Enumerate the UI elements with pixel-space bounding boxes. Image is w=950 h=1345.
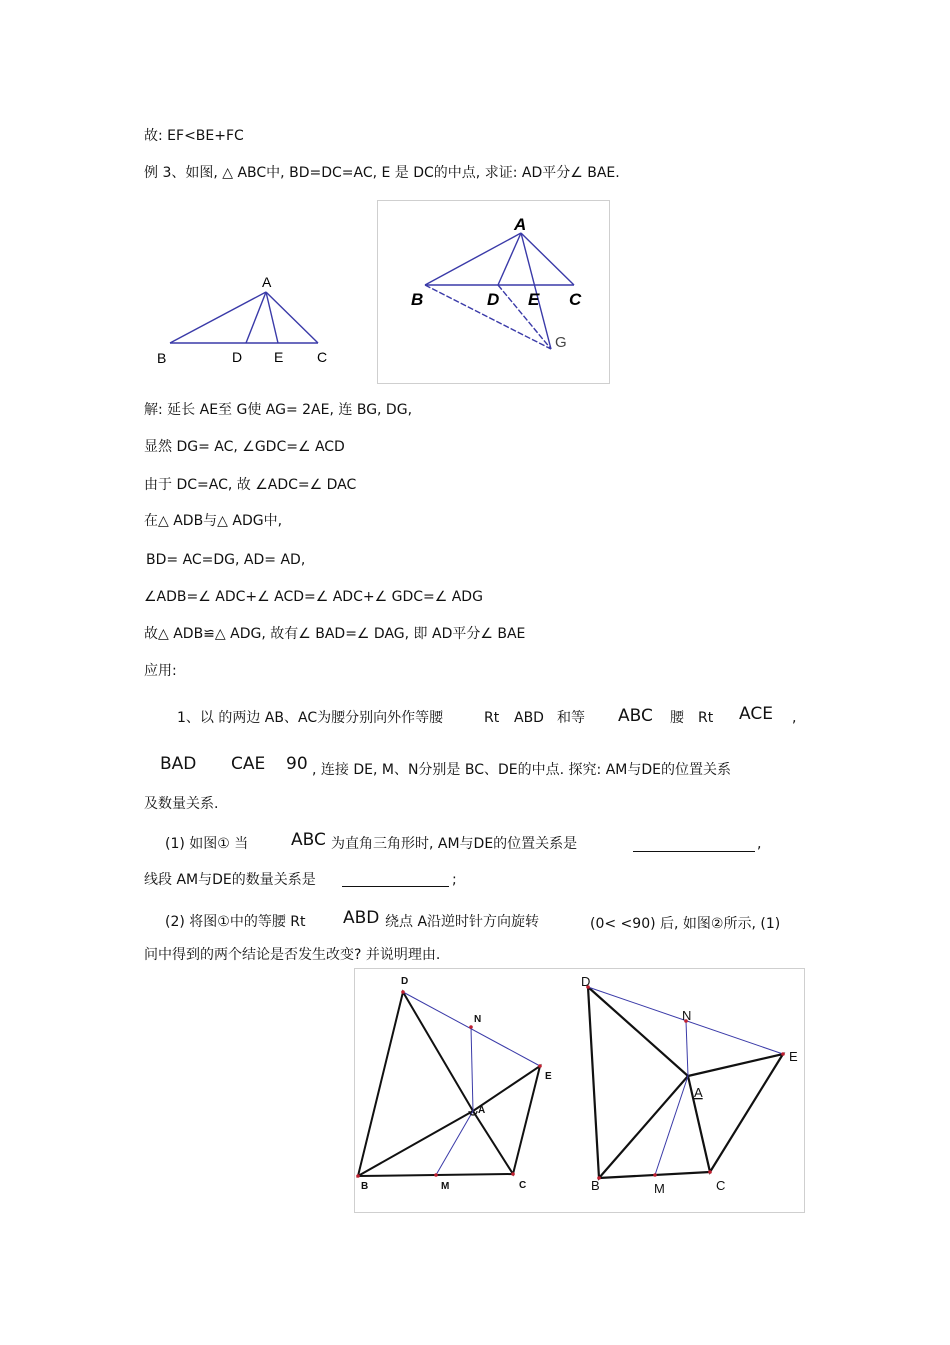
label-e: E xyxy=(528,290,540,309)
answer-blank-quantity[interactable] xyxy=(342,886,449,887)
problem1-text-a: 1、以 的两边 AB、AC为腰分别向外作等腰 xyxy=(177,710,444,726)
label-a: A xyxy=(514,215,527,234)
text-line-equal-angles: ∠ADB=∠ ADC+∠ ACD=∠ ADC+∠ GDC=∠ ADG xyxy=(144,589,483,605)
problem1-bad: BAD xyxy=(160,754,197,774)
label-a: A xyxy=(478,1105,486,1116)
problem1-yao: 腰 xyxy=(670,710,684,726)
figure-1 xyxy=(355,969,577,1210)
text-line-example3: 例 3、如图, △ ABC中, BD=DC=AC, E 是 DC的中点, 求证: AD平分∠ BAE. xyxy=(144,165,620,181)
text-line-1: 故: EF<BE+FC xyxy=(144,128,244,144)
figure-example xyxy=(378,201,609,383)
label-e: E xyxy=(274,349,284,365)
problem1-he: 和等 xyxy=(557,710,585,726)
figure-2 xyxy=(577,969,803,1210)
problem1-text-b: , 连接 DE, M、N分别是 BC、DE的中点. 探究: AM与DE的位置关系 xyxy=(312,762,731,778)
problem1-text-c: 及数量关系. xyxy=(144,796,219,812)
question1-comma: , xyxy=(757,836,762,852)
text-line-because: 由于 DC=AC, 故 ∠ADC=∠ DAC xyxy=(144,477,357,493)
problem1-comma: , xyxy=(792,710,797,726)
question2-text-c: (0< <90) 后, 如图②所示, (1) xyxy=(590,916,781,932)
answer-blank-position[interactable] xyxy=(633,851,755,852)
label-n: N xyxy=(474,1014,482,1025)
label-b: B xyxy=(411,290,424,309)
label-m: M xyxy=(441,1181,450,1192)
label-c: C xyxy=(716,1178,726,1193)
text-line-in-triangles: 在△ ADB与△ ADG中, xyxy=(144,513,283,529)
label-m: M xyxy=(654,1181,665,1196)
problem1-rt2: Rt xyxy=(698,710,714,726)
problem1-rt: Rt xyxy=(484,710,500,726)
problem1-ace: ACE xyxy=(739,704,773,724)
label-d: D xyxy=(487,290,500,309)
problem1-cae: CAE xyxy=(231,754,266,774)
question1-abc: ABC xyxy=(291,830,326,850)
question2-abd: ABD xyxy=(343,908,380,928)
figure-triangle-abc xyxy=(150,270,340,370)
label-d: D xyxy=(581,974,591,989)
question1-semicolon: ; xyxy=(452,872,457,888)
label-g: G xyxy=(555,334,567,351)
problem1-abd: ABD xyxy=(514,710,544,726)
label-b: B xyxy=(157,350,167,366)
problem1-90: 90 xyxy=(286,754,308,774)
text-line-obviously: 显然 DG= AC, ∠GDC=∠ ACD xyxy=(144,439,345,455)
question1-text-d: 线段 AM与DE的数量关系是 xyxy=(144,872,316,888)
text-line-application: 应用: xyxy=(144,663,177,679)
text-line-conclusion: 故△ ADB≌△ ADG, 故有∠ BAD=∠ DAG, 即 AD平分∠ BAE xyxy=(144,626,526,642)
figures-frame xyxy=(354,968,805,1213)
question1-text-b: 为直角三角形时, AM与DE的位置关系是 xyxy=(331,836,578,852)
text-line-equal-sides: BD= AC=DG, AD= AD, xyxy=(146,552,306,568)
question2-text-d: 问中得到的两个结论是否发生改变? 并说明理由. xyxy=(144,947,441,963)
figure-example-frame xyxy=(377,200,610,384)
label-d: D xyxy=(401,976,409,987)
problem1-abc: ABC xyxy=(618,706,653,726)
label-e: E xyxy=(545,1071,552,1082)
label-a: A xyxy=(262,274,272,290)
question2-text-b: 绕点 A沿逆时针方向旋转 xyxy=(385,914,540,930)
label-b: B xyxy=(361,1181,369,1192)
text-line-solution: 解: 延长 AE至 G使 AG= 2AE, 连 BG, DG, xyxy=(144,402,413,418)
label-c: C xyxy=(317,349,328,365)
label-d: D xyxy=(232,349,243,365)
label-c: C xyxy=(519,1180,527,1191)
label-b: B xyxy=(591,1178,600,1193)
label-n: N xyxy=(682,1008,692,1023)
question2-text-a: (2) 将图①中的等腰 Rt xyxy=(165,914,306,930)
question1-text-a: (1) 如图① 当 xyxy=(165,836,249,852)
label-e: E xyxy=(789,1049,798,1064)
label-c: C xyxy=(569,290,582,309)
label-a: A xyxy=(694,1085,703,1100)
